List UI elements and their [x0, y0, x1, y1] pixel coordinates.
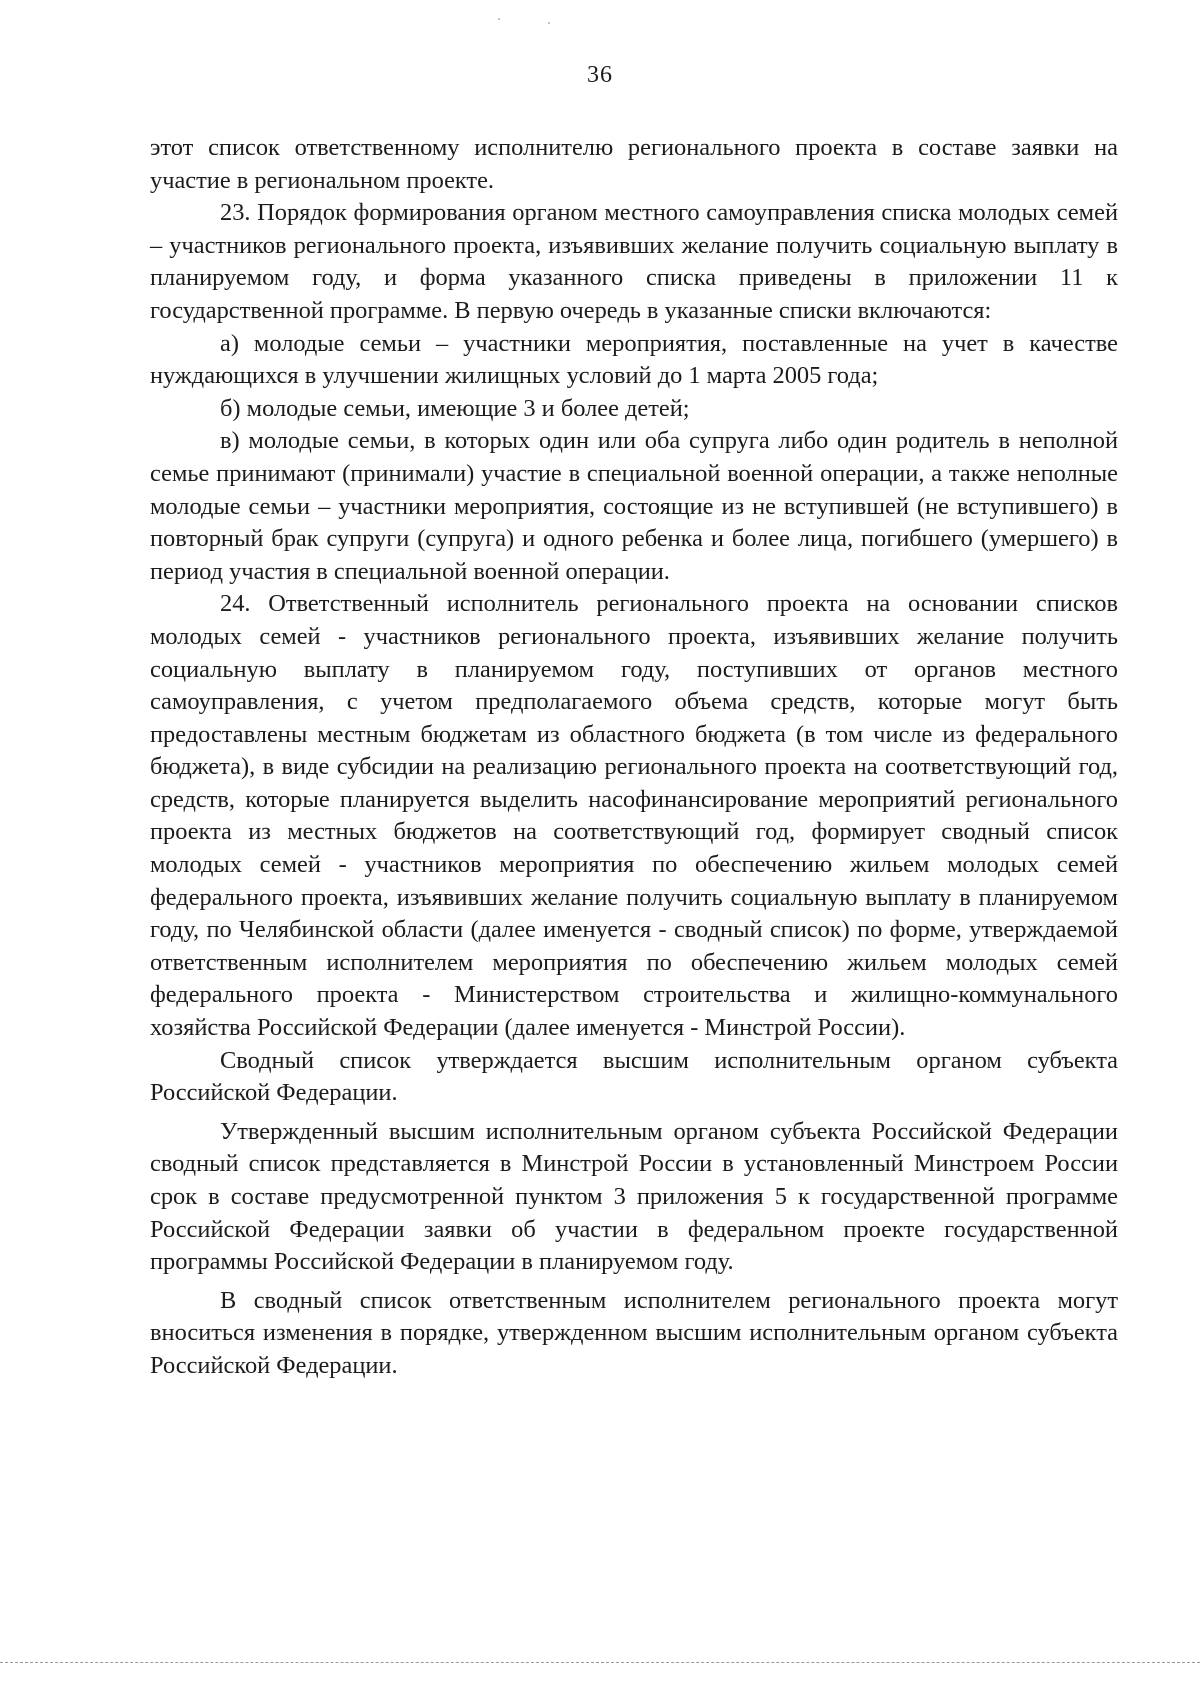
scan-edge-line — [0, 1662, 1200, 1664]
paragraph-changes: В сводный список ответственным исполнителем регионального проекта могут вноситься изменения в порядке, утвержденном высшим исполнительным органом субъекта Российской Федерации. — [150, 1286, 1118, 1379]
paragraph-subitem-v: в) молодые семьи, в которых один или оба супруга либо один родитель в неполной семье принимают (принимали) участие в специальной военной операции, а также неполные молодые семьи – участники мероприятия, состоящие из не вступившей (не вступившего) в повторный брак супруги (супруга) и одного ребенка и более лица, погибшего (умершего) в период участия в специальной военной операции. — [150, 427, 1118, 585]
scan-speck — [498, 18, 500, 20]
paragraph-subitem-b: б) молодые семьи, имеющие 3 и более детей; — [220, 394, 690, 422]
paragraph-item-24: 24. Ответственный исполнитель регионального проекта на основании списков молодых семей - участников регионального проекта, изъявивших желание получить социальную выплату в планируемом году, поступивших от органов местного самоуправления, с учетом предполагаемого объема средств, которые могут быть предоставлены местным бюджетам из областного бюджета (в том числе из федерального бюджета), в виде субсидии на реализацию регионального проекта на соответствующий год, средств, которые планируется выделить насофинансирование мероприятий регионального проекта из местных бюджетов на соответствующий год, формирует сводный список молодых семей - участников мероприятия по обеспечению жильем молодых семей федерального проекта, изъявивших желание получить социальную выплату в планируемом году, по Челябинской области (далее именуется - сводный список) по форме, утверждаемой ответственным исполнителем мероприятия по обеспечению жильем молодых семей федерального проекта - Министерством строительства и жилищно-коммунального хозяйства Российской Федерации (далее именуется - Минстрой России). — [150, 590, 1118, 1042]
paragraph-submission: Утвержденный высшим исполнительным органом субъекта Российской Федерации сводный список представляется в Минстрой России в установленный Минстроем России срок в составе предусмотренной пунктом 3 приложения 5 к государственной программе Российской Федерации заявки об участии в федеральном проекте государственной программы Российской Федерации в планируемом году. — [150, 1117, 1118, 1276]
paragraph-item-23: 23. Порядок формирования органом местного самоуправления списка молодых семей – участников регионального проекта, изъявивших желание получить социальную выплату в планируемом году, и форма указанного списка приведены в приложении 11 к государственной программе. В первую очередь в указанные списки включаются: — [150, 199, 1118, 324]
paragraph-approval: Сводный список утверждается высшим исполнительным органом субъекта Российской Федерации. — [150, 1046, 1118, 1107]
paragraph-continuation: этот список ответственному исполнителю регионального проекта в составе заявки на участие в региональном проекте. — [150, 134, 1118, 194]
page-number: 36 — [587, 62, 613, 88]
paragraph-subitem-a: а) молодые семьи – участники мероприятия, поставленные на учет в качестве нуждающихся в улучшении жилищных условий до 1 марта 2005 года; — [150, 329, 1118, 390]
document-body — [150, 132, 1118, 1383]
scan-speck — [548, 22, 550, 24]
